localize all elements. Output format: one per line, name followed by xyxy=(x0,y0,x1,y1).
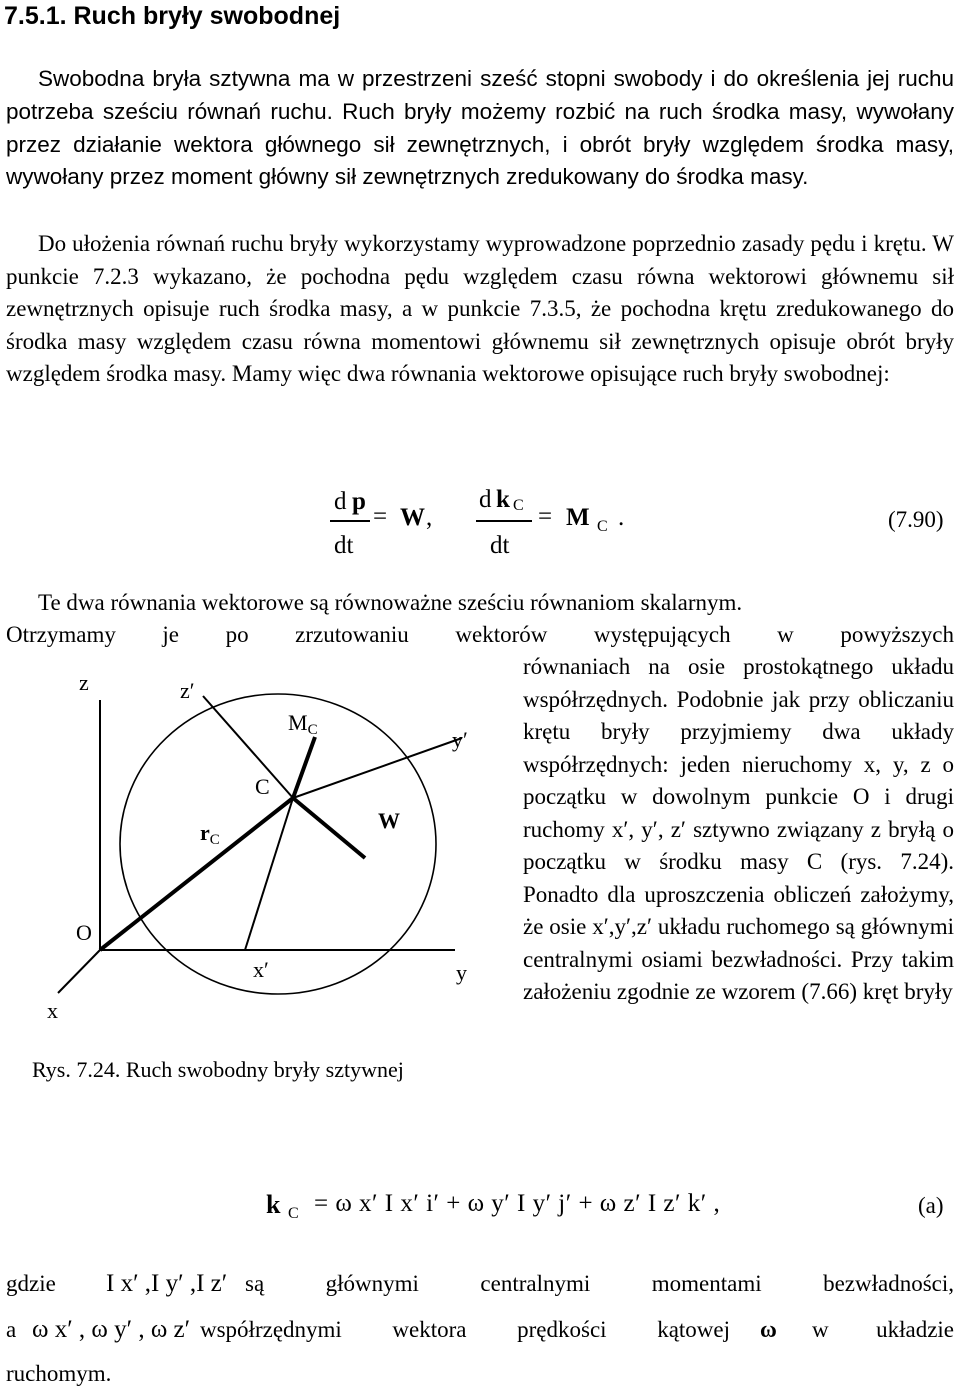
gdzie-word: gdzie xyxy=(6,1271,56,1296)
axis-y-prime xyxy=(293,738,462,798)
a-word: a xyxy=(6,1317,17,1342)
paragraph-intro: Swobodna bryła sztywna ma w przestrzeni sześć stopni swobody i do określenia jej ruchu potrzeba sześciu równań ruchu. Ruch bryły możemy rozbić na ruch środka masy, wywołany przez działanie wektora głównego sił zewnętrznych, i obrót bryły względem środka masy, wywołany przez moment główny sił zewnętrznych zredukowany do środka masy. xyxy=(6,66,954,190)
label-MC: MC xyxy=(288,710,318,738)
eq-d2: d xyxy=(479,486,492,513)
omega-symbol: ω xyxy=(760,1317,777,1342)
eq-k: k xyxy=(496,486,510,513)
eq-dt1: dt xyxy=(334,532,354,559)
side-text-1: równaniach na osie prostokątnego układu współrzędnych. Podobnie jak przy obliczaniu krętu bryły przyjmiemy dwa układy współrzędnych: jeden nieruchomy x, y, z o początku w dowolnym punkcie O i drugi ruchomy xyxy=(523,654,954,842)
paragraph-scalar-line1: Te dwa równania wektorowe są równoważne sześciu równaniom skalarnym. xyxy=(38,590,743,615)
label-O: O xyxy=(76,920,92,945)
label-x: x xyxy=(47,998,58,1023)
eq-M-sub: C xyxy=(597,518,608,535)
eq-d1: d xyxy=(334,488,347,515)
eq-p: p xyxy=(352,488,366,515)
gdzie-text: są głównymi centralnymi momentami bezwładności, xyxy=(245,1271,954,1296)
fraction-bar-2 xyxy=(476,520,532,522)
eq-M: M xyxy=(566,504,590,531)
vector-rC xyxy=(100,798,293,950)
label-y: y xyxy=(456,960,467,985)
equation-number-7-90: (7.90) xyxy=(888,507,944,532)
eq-period: . xyxy=(618,504,625,531)
side-text-2a: sztywno związany z bryłą o początku w środku masy C (rys. 7.24). Ponadto dla uproszczenia obliczeń założymy, że osie xyxy=(523,816,954,939)
vector-W xyxy=(293,798,365,858)
w-ukladzie: w układzie xyxy=(812,1317,954,1342)
label-rC: rC xyxy=(200,820,220,848)
figure-caption: Rys. 7.24. Ruch swobodny bryły sztywnej xyxy=(32,1057,404,1082)
label-x-prime: x′ xyxy=(253,957,269,982)
equation-number-a: (a) xyxy=(918,1193,944,1218)
inline-omega-components: ω x′ , ω y′ , ω z′ xyxy=(32,1316,191,1343)
label-C: C xyxy=(255,774,270,799)
vector-MC xyxy=(293,737,315,798)
eq-a-lhs: k xyxy=(266,1190,281,1219)
a-text: współrzędnymi wektora prędkości kątowej xyxy=(200,1317,730,1342)
label-y-prime: y′ xyxy=(452,727,468,752)
side-vars-2: x′,y′,z′ xyxy=(592,914,653,939)
eq-W: W xyxy=(400,504,425,531)
side-text-2b: układu ruchomego są głównymi centralnymi osiami bezwładności. Przy takim założeniu zgodnie ze wzorem (7.66) kręt bryły xyxy=(523,914,955,1004)
section-title: 7.5.1. Ruch bryły swobodnej xyxy=(4,2,341,30)
axis-z-prime xyxy=(203,696,293,798)
side-column-text xyxy=(523,651,954,1009)
eq-a-lhs-sub: C xyxy=(288,1205,299,1222)
side-vars-1: x′, y′, z′ xyxy=(611,816,686,842)
eq-dt2: dt xyxy=(490,532,510,559)
fraction-bar-1 xyxy=(330,520,370,522)
eq-k-sub: C xyxy=(513,497,524,514)
label-z: z xyxy=(79,670,89,695)
paragraph-scalar-line2: Otrzymamy je po zrzutowaniu wektorów występujących w powyższych xyxy=(6,622,954,647)
last-line: ruchomym. xyxy=(6,1361,112,1386)
figure-7-24 xyxy=(20,660,500,1060)
eq-a-rhs: = ω x′ I x′ i′ + ω y′ I y′ j′ + ω z′ I z′ k′ , xyxy=(314,1190,721,1217)
eq-equals-1: = xyxy=(373,503,388,530)
axis-x-prime xyxy=(245,798,293,950)
eq-comma: , xyxy=(426,504,433,531)
eq-equals-2: = xyxy=(538,503,553,530)
label-z-prime: z′ xyxy=(180,678,195,703)
label-W: W xyxy=(378,808,400,833)
inline-inertia-moments: I x′ ,I y′ ,I z′ xyxy=(106,1270,228,1297)
axis-x xyxy=(58,950,100,993)
paragraph-principles: Do ułożenia równań ruchu bryły wykorzystamy wyprowadzone poprzednio zasady pędu i krętu. W punkcie 7.2.3 wykazano, że pochodna pędu względem czasu równa wektorowi głównemu sił zewnętrznych opisuje ruch środka masy, a w punkcie 7.3.5, że pochodna krętu zredukowanego do środka masy względem czasu równa momentowi głównemu sił zewnętrznych opisuje obrót bryły względem środka masy. Mamy więc dwa równania wektorowe opisujące ruch bryły swobodnej: xyxy=(6,231,954,386)
